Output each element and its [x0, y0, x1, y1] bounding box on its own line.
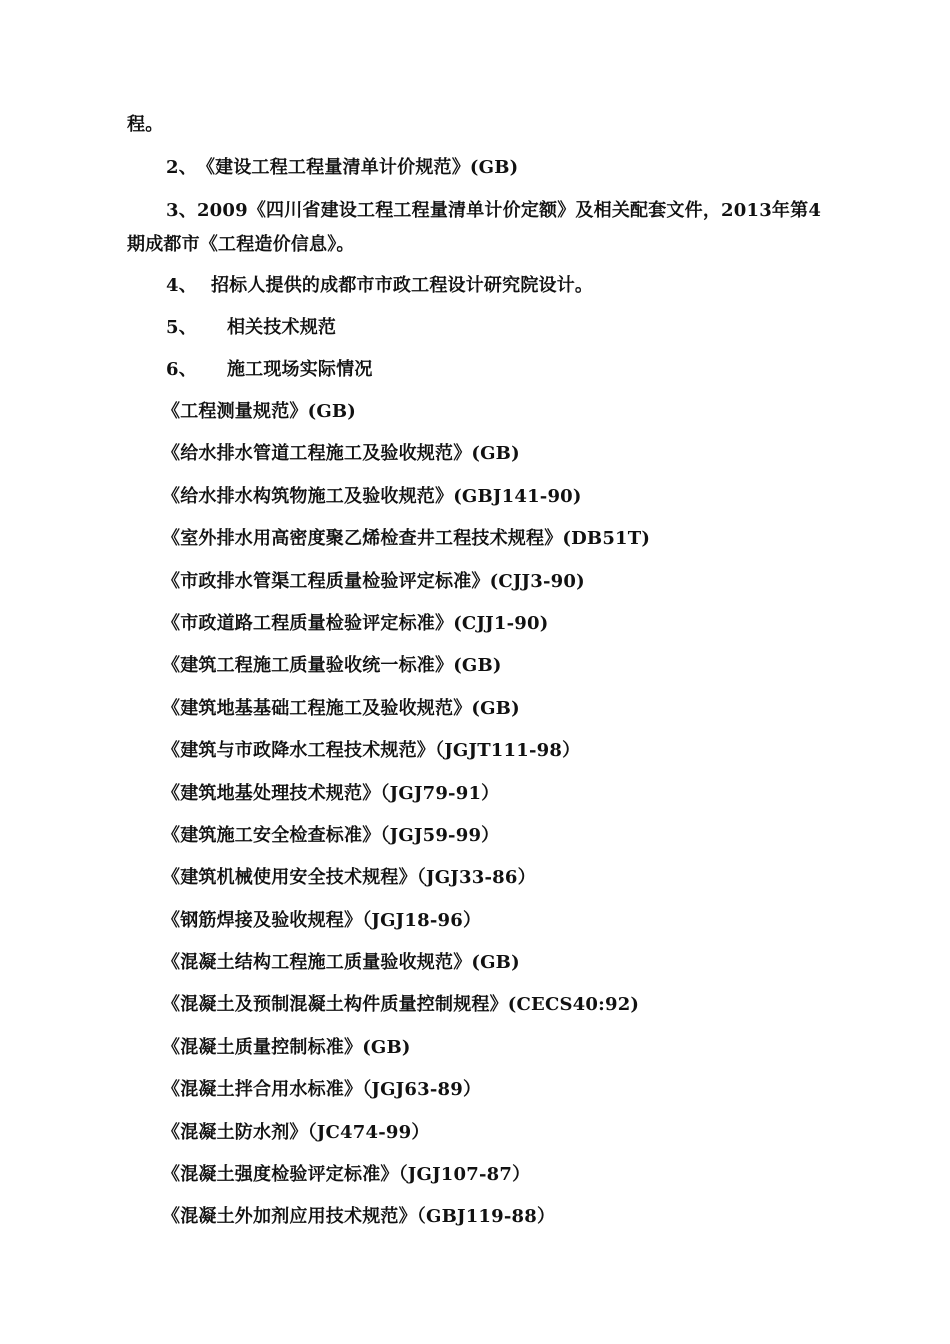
- item-text: 2009《四川省建设工程工程量清单计价定额》及相关配套文件，2013年第4: [196, 200, 822, 221]
- standards-list: [162, 400, 650, 1248]
- standard-item: 《混凝土外加剂应用技术规范》（GBJ119-88）: [162, 1206, 556, 1228]
- standard-item: 《混凝土质量控制标准》(GB): [162, 1036, 411, 1058]
- item-number: 3、: [166, 200, 197, 221]
- standard-item: 《建筑施工安全检查标准》（JGJ59-99）: [162, 824, 500, 846]
- basis-item-5: [166, 316, 336, 340]
- item-text: 施工现场实际情况: [226, 359, 373, 380]
- basis-item-4: [166, 274, 593, 298]
- standard-item: 《钢筋焊接及验收规程》（JGJ18-96）: [162, 909, 482, 931]
- standard-item: 《给水排水构筑物施工及验收规范》(GBJ141-90): [162, 485, 582, 507]
- standard-item: 《建筑机械使用安全技术规程》（JGJ33-86）: [162, 867, 536, 889]
- item-text: 相关技术规范: [226, 317, 337, 338]
- standard-item: 《混凝土拌合用水标准》（JGJ63-89）: [162, 1079, 482, 1101]
- standard-item: 《建筑地基基础工程施工及验收规范》(GB): [162, 697, 520, 719]
- item-number: 2、: [166, 157, 197, 178]
- standard-item: 《建筑与市政降水工程技术规范》（JGJT111-98）: [162, 740, 581, 762]
- standard-item: 《室外排水用高密度聚乙烯检查井工程技术规程》(DB51T): [162, 528, 651, 550]
- standard-item: 《混凝土结构工程施工质量验收规范》(GB): [162, 952, 520, 974]
- item-text: 招标人提供的成都市市政工程设计研究院设计。: [210, 275, 594, 296]
- standard-item: 《市政道路工程质量检验评定标准》(CJJ1-90): [162, 612, 549, 634]
- basis-item-3-line-1: [166, 199, 821, 223]
- item-number: 5、: [166, 317, 197, 338]
- standard-item: 《建筑地基处理技术规范》（JGJ79-91）: [162, 782, 500, 804]
- item-number: 6、: [166, 359, 197, 380]
- item-number: 4、: [166, 275, 197, 296]
- standard-item: 《建筑工程施工质量验收统一标准》(GB): [162, 655, 502, 677]
- standard-item: 《给水排水管道工程施工及验收规范》(GB): [162, 443, 520, 465]
- standard-item: 《混凝土防水剂》（JC474-99）: [162, 1121, 430, 1143]
- standard-item: 《市政排水管渠工程质量检验评定标准》(CJJ3-90): [162, 570, 585, 592]
- basis-item-3-line-2: 期成都市《工程造价信息》。: [127, 234, 355, 255]
- item-text: 《建设工程工程量清单计价规范》(GB): [196, 157, 519, 178]
- standard-item: 《混凝土及预制混凝土构件质量控制规程》(CECS40:92): [162, 994, 640, 1016]
- standard-item: 《工程测量规范》(GB): [162, 401, 357, 422]
- continuation-text: 程。: [127, 114, 164, 135]
- basis-item-6: [166, 358, 373, 382]
- standard-item: 《混凝土强度检验评定标准》（JGJ107-87）: [162, 1164, 531, 1186]
- basis-item-2: [166, 156, 518, 180]
